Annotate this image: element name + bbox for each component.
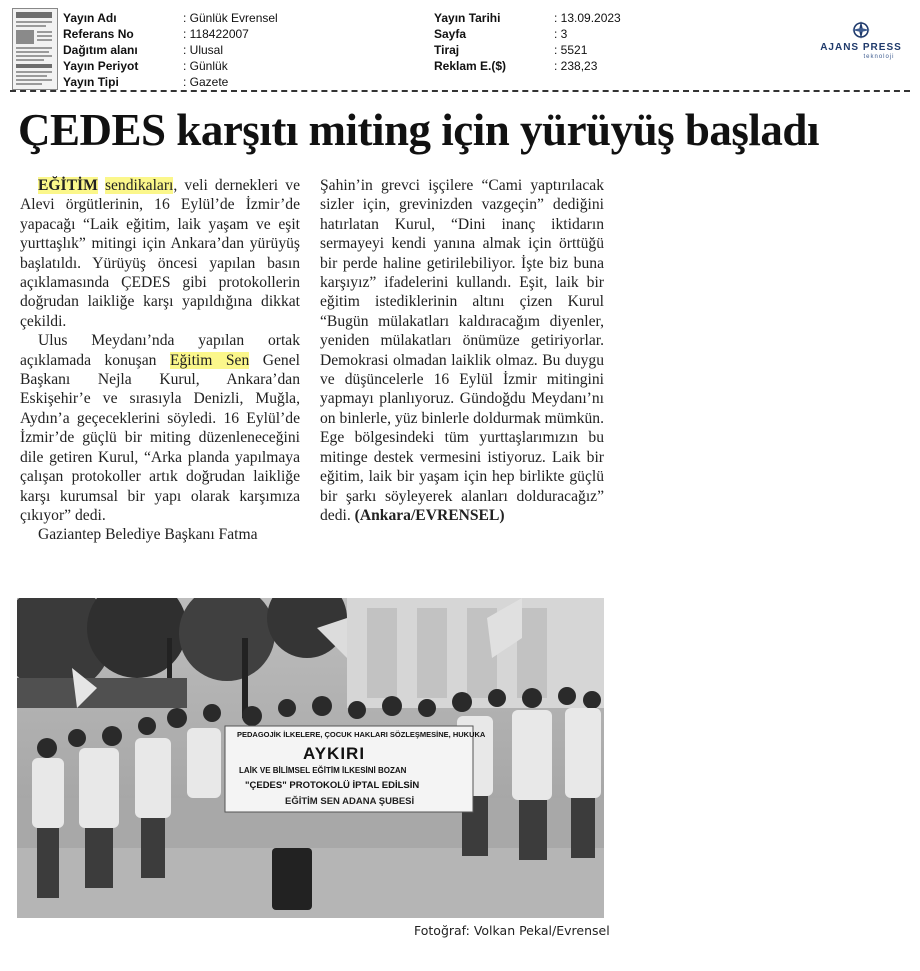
- meta-label: Yayın Tipi: [63, 75, 119, 89]
- text-gap: [98, 177, 105, 194]
- meta-label: Yayın Periyot: [63, 59, 139, 73]
- meta-value: : 118422007: [183, 27, 249, 41]
- meta-value: : 13.09.2023: [554, 11, 621, 25]
- meta-label: Tiraj: [434, 43, 460, 57]
- meta-label: Dağıtım alanı: [63, 43, 138, 57]
- protest-banner: [225, 726, 486, 812]
- article-headline: ÇEDES karşıtı miting için yürüyüş başladı: [18, 105, 819, 155]
- page-thumbnail[interactable]: [12, 8, 58, 90]
- meta-row-reference: [63, 26, 278, 42]
- meta-value: : Ulusal: [183, 43, 224, 57]
- logo-subtitle: teknoloji: [863, 54, 895, 60]
- meta-row-ad-value: [434, 58, 621, 74]
- banner-line: EĞİTİM SEN ADANA ŞUBESİ: [285, 796, 415, 807]
- banner-line: LAİK VE BİLİMSEL EĞİTİM İLKESİNİ BOZAN: [239, 766, 407, 775]
- banner-line: AYKIRI: [303, 744, 366, 763]
- highlight-keyword: sendikaları: [104, 177, 174, 194]
- article-paragraph: [20, 176, 300, 331]
- meta-label: Yayın Tarihi: [434, 11, 501, 25]
- article-paragraph: [320, 176, 604, 525]
- meta-row-circulation: [434, 42, 621, 58]
- meta-right-column: [434, 10, 621, 74]
- meta-row-type: [63, 74, 278, 90]
- article-paragraph: Gaziantep Belediye Başkanı Fatma: [38, 526, 258, 544]
- meta-value: : 238,23: [554, 59, 598, 73]
- banner-line: PEDAGOJİK İLKELERE, ÇOCUK HAKLARI SÖZLEŞMESİNE, HUKUKA: [237, 730, 486, 739]
- meta-value: : Günlük Evrensel: [183, 11, 278, 25]
- meta-value: : Günlük: [183, 59, 228, 73]
- meta-left-column: [63, 10, 278, 90]
- article-column-right: [320, 176, 604, 525]
- article-column-left: [20, 176, 300, 545]
- meta-row-period: [63, 58, 278, 74]
- article-photo[interactable]: [17, 598, 604, 918]
- meta-value: : 5521: [554, 43, 588, 57]
- meta-row-page: [434, 26, 621, 42]
- meta-row-distribution: [63, 42, 278, 58]
- photo-caption: Fotoğraf: Volkan Pekal/Evrensel: [414, 923, 610, 938]
- clipping-header: [0, 0, 920, 92]
- paragraph-text: Şahin’in grevci işçilere “Cami yaptırılacak sizler için, grevinizden vazgeçin” dediğini hatırlatan Kurul, “Dini inanç iktidarın sermayeyi kendi yanına almak için örttüğü bir perde haline getirilebiliyor. İşte biz buna karşıyız” ifadelerini kullandı. Eşit, laik bir eğitim istediklerinin altını çizen Kurul “Bugün mülakatları kaldıracağım diyenler, yeniden mülakatları önümüze getiriyorlar. Demokrasi olmadan laiklik olmaz. Bu duygu ve düşüncelerle 16 Eylül İzmir mitingini yapmayı planlıyoruz. Gündoğdu Meydanı’nı on binlerle, yüz binlerle doldurmak mümkün. Ege bölgesindeki tüm yurttaşlarımızın bu mitinge destek vermesini istiyoruz. Laik bir eğitim, laik bir yaşam için hep birlikte güçlü bir şarkı söyleyerek alanları dolduracağız” dedi.: [320, 177, 604, 524]
- paragraph-text: Genel Başkanı Nejla Kurul, Ankara’dan Eskişehir’e ve sırasıyla Denizli, Muğla, Aydın’a geçeceklerini söyledi. 16 Eylül’de İzmir’de güçlü bir miting düzenleneceğini dile getiren Kurul, “Arka planda yapılmaya çalışan protokoller artık doğrudan laikliğe karşı kurumsal bir yapı olarak karşımıza çıkıyor” dedi.: [20, 351, 300, 524]
- paragraph-text: Ulus Meydanı’nda yapılan ortak açıklamada konuşan: [20, 332, 300, 369]
- meta-label: Reklam E.($): [434, 59, 507, 73]
- meta-row-publication: [63, 10, 278, 26]
- article-credit: (Ankara/EVRENSEL): [354, 506, 505, 524]
- highlight-keyword: EĞİTİM: [38, 177, 98, 194]
- meta-label: Referans No: [63, 27, 134, 41]
- meta-label: Sayfa: [434, 27, 467, 41]
- compass-icon: [850, 20, 872, 40]
- banner-line: "ÇEDES" PROTOKOLÜ İPTAL EDİLSİN: [245, 780, 420, 791]
- logo-name: AJANS PRESS: [820, 42, 902, 53]
- meta-label: Yayın Adı: [63, 11, 117, 25]
- paragraph-text: , veli dernekleri ve Alevi örgütlerinin, 16 Eylül’de İzmir’de yapacağı “Laik eğitim, laik yaşam ve eşit yurttaşlık” mitingi için Ankara’dan yürüyüş başlatıldı. Yürüyüş öncesi yapılan basın açıklamasında ÇEDES gibi protokollerin doğrudan laikliğe karşı yapıldığına dikkat çekildi.: [20, 177, 300, 330]
- meta-value: : 3: [554, 27, 568, 41]
- highlight-keyword: Eğitim Sen: [169, 351, 250, 369]
- header-divider: [10, 90, 910, 92]
- ajans-press-logo: [812, 20, 910, 64]
- meta-row-date: [434, 10, 621, 26]
- meta-value: : Gazete: [183, 75, 229, 89]
- article-paragraph: [20, 331, 300, 525]
